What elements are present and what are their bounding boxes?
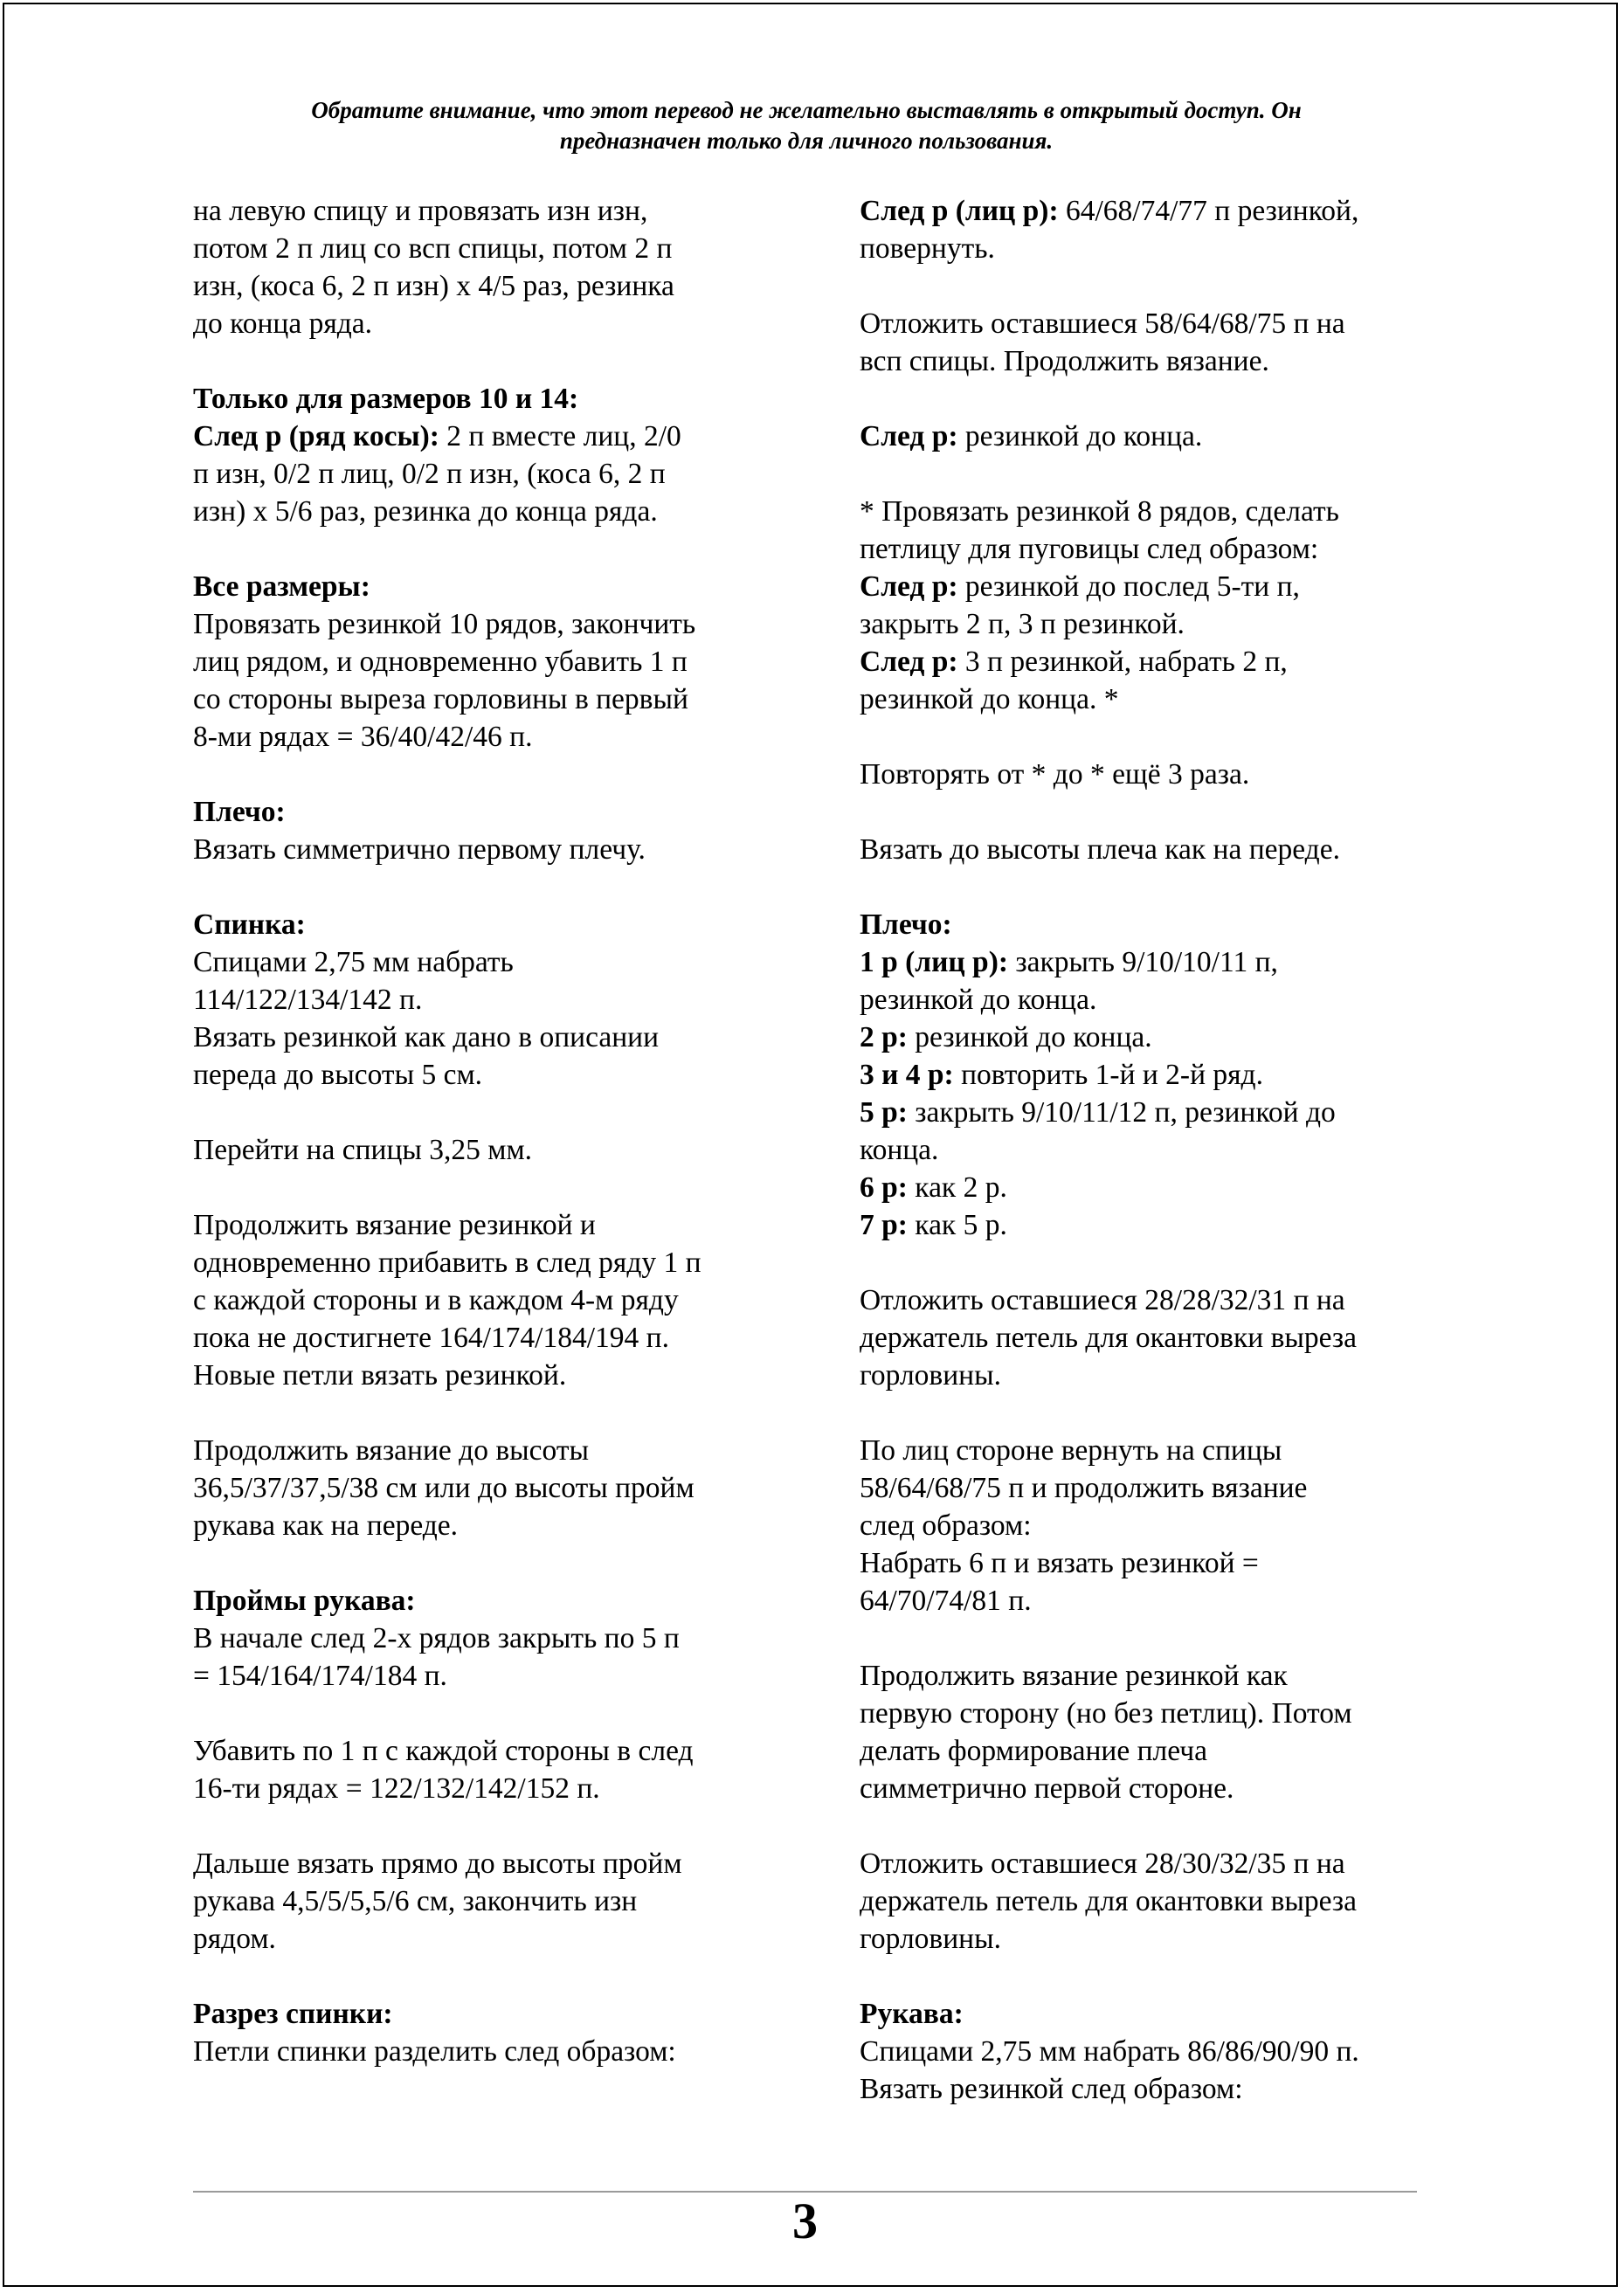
paragraph-holder-2 <box>860 1845 1462 1958</box>
text-line: рядом. <box>193 1923 276 1955</box>
text-line: В начале след 2-х рядов закрыть по 5 п <box>193 1622 680 1654</box>
text-line: Новые петли вязать резинкой. <box>193 1359 567 1392</box>
text-line: Набрать 6 п и вязать резинкой = <box>860 1547 1259 1579</box>
section-heading: Только для размеров 10 и 14: <box>193 383 579 415</box>
text-line: до конца ряда. <box>193 307 373 340</box>
text-line: резинкой до послед 5-ти п, <box>957 570 1300 603</box>
text-line: закрыть 9/10/11/12 п, резинкой до <box>907 1096 1336 1129</box>
row-label: След р (ряд косы): <box>193 420 439 452</box>
text-line: потом 2 п лиц со всп спицы, потом 2 п <box>193 232 673 265</box>
text-line: Спицами 2,75 мм набрать <box>193 946 514 978</box>
section-shoulder <box>193 793 787 868</box>
text-line: Вязать до высоты плеча как на переде. <box>860 833 1340 866</box>
text-line: Вязать симметрично первому плечу. <box>193 833 646 866</box>
text-line: Вязать резинкой как дано в описании <box>193 1021 660 1053</box>
section-heading: Плечо: <box>193 796 286 828</box>
text-line: Вязать резинкой след образом: <box>860 2073 1243 2105</box>
text-line: резинкой до конца. <box>860 984 1097 1016</box>
row-label: След р (лиц р): <box>860 195 1059 227</box>
text-line: 36,5/37/37,5/38 см или до высоты пройм <box>193 1472 695 1504</box>
row-label: След р: <box>860 570 958 603</box>
section-heading: Плечо: <box>860 908 952 941</box>
paragraph-set-aside <box>860 305 1462 380</box>
paragraph-decrease <box>193 1732 787 1807</box>
paragraph-rs-return <box>860 1432 1462 1620</box>
text-line: на левую спицу и провязать изн изн, <box>193 195 648 227</box>
text-line: след образом: <box>860 1509 1032 1542</box>
paragraph-height <box>193 1432 787 1544</box>
text-line: закрыть 2 п, 3 п резинкой. <box>860 608 1185 640</box>
row-label: 5 р: <box>860 1096 908 1129</box>
text-line: Отложить оставшиеся 28/30/32/35 п на <box>860 1848 1345 1880</box>
left-column <box>193 192 787 2070</box>
row-label: 1 р (лиц р): <box>860 946 1009 978</box>
text-line: Продолжить вязание до высоты <box>193 1434 589 1467</box>
text-line: Перейти на спицы 3,25 мм. <box>193 1134 533 1166</box>
text-line: повернуть. <box>860 232 995 265</box>
text-line: всп спицы. Продолжить вязание. <box>860 345 1269 377</box>
text-line: закрыть 9/10/10/11 п, <box>1008 946 1278 978</box>
row-label: След р: <box>860 646 958 678</box>
text-line: Отложить оставшиеся 58/64/68/75 п на <box>860 307 1345 340</box>
text-line: Отложить оставшиеся 28/28/32/31 п на <box>860 1284 1345 1316</box>
paragraph-repeat <box>860 756 1462 793</box>
text-line: переда до высоты 5 см. <box>193 1059 483 1091</box>
text-line: резинкой до конца. * <box>860 683 1119 715</box>
text-line: п изн, 0/2 п лиц, 0/2 п изн, (коса 6, 2 п <box>193 458 666 490</box>
text-line: одновременно прибавить в след ряду 1 п <box>193 1247 701 1279</box>
text-line: Петли спинки разделить след образом: <box>193 2035 676 2068</box>
text-line: как 5 р. <box>907 1209 1007 1241</box>
section-heading: Все размеры: <box>193 570 370 603</box>
section-back <box>193 906 787 1094</box>
text-line: горловины. <box>860 1923 1001 1955</box>
paragraph-increase <box>193 1206 787 1394</box>
text-line: изн) х 5/6 раз, резинка до конца ряда. <box>193 495 658 528</box>
section-heading: Разрез спинки: <box>193 1998 393 2030</box>
text-line: = 154/164/174/184 п. <box>193 1660 447 1692</box>
section-back-slit <box>193 1995 787 2070</box>
section-heading: Спинка: <box>193 908 306 941</box>
page-number: 3 <box>792 2193 818 2249</box>
text-line: рукава как на переде. <box>193 1509 459 1542</box>
text-line: * Провязать резинкой 8 рядов, сделать <box>860 495 1339 528</box>
text-line: Спицами 2,75 мм набрать 86/86/90/90 п. <box>860 2035 1359 2068</box>
text-line: Повторять от * до * ещё 3 раза. <box>860 758 1250 791</box>
row-label: 3 и 4 р: <box>860 1059 954 1091</box>
section-heading: Рукава: <box>860 1998 964 2030</box>
paragraph-continue <box>860 1657 1462 1807</box>
text-line: 8-ми рядах = 36/40/42/46 п. <box>193 721 533 753</box>
text-line: держатель петель для окантовки выреза <box>860 1885 1358 1917</box>
text-line: со стороны выреза горловины в первый <box>193 683 688 715</box>
text-line: первую сторону (но без петлиц). Потом <box>860 1697 1352 1730</box>
paragraph-straight <box>193 1845 787 1958</box>
paragraph-buttonhole <box>860 493 1462 718</box>
text-line: 114/122/134/142 п. <box>193 984 423 1016</box>
text-line: рукава 4,5/5/5,5/6 см, закончить изн <box>193 1885 638 1917</box>
paragraph-holder <box>860 1281 1462 1394</box>
text-line: Продолжить вязание резинкой и <box>193 1209 596 1241</box>
text-line: лиц рядом, и одновременно убавить 1 п <box>193 646 688 678</box>
paragraph-next-row-rs <box>860 192 1462 267</box>
text-line: Провязать резинкой 10 рядов, закончить <box>193 608 696 640</box>
section-sleeves <box>860 1995 1462 2108</box>
text-line: 3 п резинкой, набрать 2 п, <box>957 646 1288 678</box>
text-line: резинкой до конца. <box>907 1021 1152 1053</box>
paragraph-knit-to-shoulder <box>860 831 1462 868</box>
text-line: повторить 1-й и 2-й ряд. <box>953 1059 1263 1091</box>
text-line: симметрично первой стороне. <box>860 1772 1234 1805</box>
section-shoulder-right <box>860 906 1462 1244</box>
text-line: По лиц стороне вернуть на спицы <box>860 1434 1282 1467</box>
paragraph-cable-continuation <box>193 192 787 342</box>
row-label: 6 р: <box>860 1171 908 1204</box>
text-line: изн, (коса 6, 2 п изн) х 4/5 раз, резинка <box>193 270 674 302</box>
text-line: петлицу для пуговицы след образом: <box>860 533 1319 565</box>
section-all-sizes <box>193 568 787 756</box>
row-label: 2 р: <box>860 1021 908 1053</box>
text-line: 64/70/74/81 п. <box>860 1585 1032 1617</box>
text-line: как 2 р. <box>907 1171 1007 1204</box>
text-line: пока не достигнете 164/174/184/194 п. <box>193 1322 669 1354</box>
text-line: 64/68/74/77 п резинкой, <box>1058 195 1359 227</box>
section-heading: Проймы рукава: <box>193 1585 416 1617</box>
section-sizes-10-14 <box>193 380 787 530</box>
section-armholes <box>193 1582 787 1695</box>
notice-line: Обратите внимание, что этот перевод не желательно выставлять в открытый доступ. Он <box>311 97 1302 123</box>
text-line: конца. <box>860 1134 939 1166</box>
privacy-notice <box>194 95 1419 156</box>
text-line: держатель петель для окантовки выреза <box>860 1322 1358 1354</box>
paragraph-next-row <box>860 418 1462 455</box>
paragraph-needles <box>193 1131 787 1169</box>
right-column <box>860 192 1462 2108</box>
text-line: Дальше вязать прямо до высоты пройм <box>193 1848 682 1880</box>
notice-line: предназначен только для личного пользования. <box>559 128 1054 154</box>
text-line: 16-ти рядах = 122/132/142/152 п. <box>193 1772 600 1805</box>
text-line: резинкой до конца. <box>957 420 1203 452</box>
text-line: Убавить по 1 п с каждой стороны в след <box>193 1735 694 1767</box>
row-label: 7 р: <box>860 1209 908 1241</box>
text-line: 2 п вместе лиц, 2/0 <box>439 420 681 452</box>
text-line: делать формирование плеча <box>860 1735 1207 1767</box>
text-line: 58/64/68/75 п и продолжить вязание <box>860 1472 1308 1504</box>
text-line: с каждой стороны и в каждом 4-м ряду <box>193 1284 679 1316</box>
row-label: След р: <box>860 420 958 452</box>
text-line: горловины. <box>860 1359 1001 1392</box>
text-line: Продолжить вязание резинкой как <box>860 1660 1288 1692</box>
